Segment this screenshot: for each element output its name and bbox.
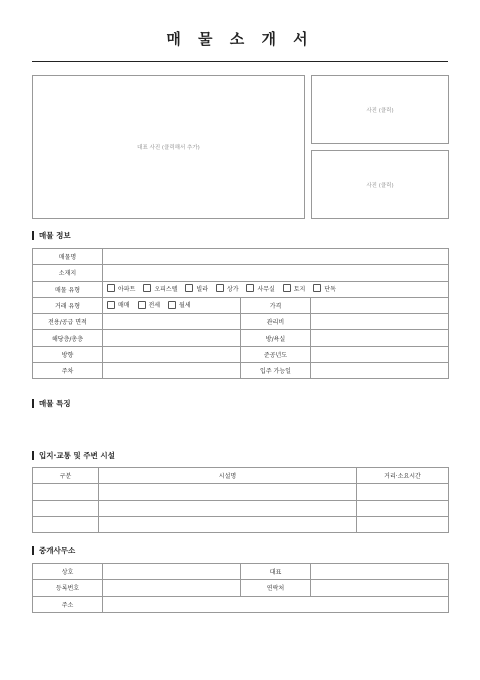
label-deal-type: 거래 유형 [33,297,103,313]
table-row [33,330,449,346]
agency-table [32,563,449,613]
checkbox-icon [246,284,254,292]
property-name-field[interactable] [103,249,449,265]
label-company: 상호 [33,564,103,580]
label-address: 소재지 [33,265,103,281]
checkbox-icon [107,284,115,292]
column-header: 구분 [33,468,99,484]
features-text-area[interactable] [32,412,448,442]
address-field[interactable] [103,265,449,281]
section-marker [32,231,34,240]
side-photo-placeholder-2: 사진 (클릭) [366,182,394,189]
side-photo-placeholder-1: 사진 (클릭) [366,107,394,114]
column-header: 시설명 [99,468,357,484]
checkbox-icon [138,301,146,309]
checkbox-icon [216,284,224,292]
category-cell[interactable] [33,500,99,516]
move-in-field[interactable] [311,363,449,379]
registration-number-field[interactable] [103,580,241,596]
checkbox-icon [143,284,151,292]
section-title: 입지·교통 및 주변 시설 [39,451,115,460]
checkbox-office[interactable] [246,284,274,293]
checkbox-detached[interactable] [313,284,336,293]
checkbox-label: 아파트 [118,285,136,293]
section-marker [32,399,34,408]
checkbox-label: 월세 [179,302,191,310]
document-title: 매 물 소 개 서 [166,30,314,48]
category-cell[interactable] [33,516,99,532]
section-property-info [32,230,71,241]
table-row [33,500,449,516]
checkbox-label: 매매 [118,302,130,310]
table-row [33,363,449,379]
section-marker [32,451,34,460]
checkbox-label: 전세 [148,302,161,310]
section-marker [32,546,34,555]
property-info-table [32,248,449,379]
checkbox-label: 오피스텔 [154,285,178,293]
facility-cell[interactable] [99,516,357,532]
label-area: 전용/공급 면적 [33,314,103,330]
table-row [33,281,449,297]
label-property-name: 매물명 [33,249,103,265]
floor-field[interactable] [103,330,241,346]
checkbox-officetel[interactable] [143,284,177,293]
main-photo-slot[interactable] [32,75,305,219]
checkbox-monthly-rent[interactable] [168,300,191,309]
label-property-type: 매물 유형 [33,281,103,297]
direction-field[interactable] [103,346,241,362]
section-features [32,398,71,409]
section-title: 매물 정보 [39,231,71,240]
contact-field[interactable] [311,580,449,596]
company-field[interactable] [103,564,241,580]
checkbox-label: 상가 [226,285,239,293]
category-cell[interactable] [33,484,99,500]
label-rooms: 방/욕실 [241,330,311,346]
facility-cell[interactable] [99,500,357,516]
location-table [32,467,449,533]
checkbox-icon [107,301,115,309]
checkbox-icon [168,301,176,309]
property-type-options [103,281,449,297]
price-field[interactable] [311,297,449,313]
label-price: 가격 [241,297,311,313]
agency-address-field[interactable] [103,596,449,612]
checkbox-apartment[interactable] [107,284,135,293]
table-row [33,314,449,330]
checkbox-label: 사무실 [257,285,275,293]
checkbox-label: 빌라 [196,285,209,293]
label-move-in: 입주 가능일 [241,363,311,379]
title-divider [32,61,448,62]
checkbox-icon [283,284,291,292]
parking-field[interactable] [103,363,241,379]
checkbox-store[interactable] [216,284,239,293]
table-row [33,580,449,596]
label-parking: 주차 [33,363,103,379]
label-built-year: 준공년도 [241,346,311,362]
built-year-field[interactable] [311,346,449,362]
rooms-field[interactable] [311,330,449,346]
checkbox-sale[interactable] [107,300,130,309]
main-photo-placeholder: 대표 사진 (클릭해서 추가) [137,145,200,151]
label-contact: 연락처 [241,580,311,596]
column-header: 거리·소요시간 [357,468,449,484]
table-row [33,249,449,265]
table-row [33,346,449,362]
distance-cell[interactable] [357,484,449,500]
facility-cell[interactable] [99,484,357,500]
checkbox-villa[interactable] [185,284,208,293]
table-row [33,265,449,281]
maintenance-field[interactable] [311,314,449,330]
checkbox-jeonse[interactable] [138,300,161,309]
section-location [32,450,115,461]
ceo-field[interactable] [311,564,449,580]
label-floor: 해당층/총층 [33,330,103,346]
label-agency-address: 주소 [33,596,103,612]
label-ceo: 대표 [241,564,311,580]
deal-type-options [103,297,241,313]
checkbox-icon [185,284,193,292]
section-title: 중개사무소 [39,546,76,555]
table-header-row [33,468,449,484]
checkbox-label: 토지 [293,285,306,293]
checkbox-icon [313,284,321,292]
label-maintenance: 관리비 [241,314,311,330]
section-agency [32,545,75,556]
distance-cell[interactable] [357,500,449,516]
side-photo-slot-1[interactable] [311,75,449,144]
side-photo-slot-2[interactable] [311,150,449,219]
table-row [33,596,449,612]
label-direction: 방향 [33,346,103,362]
table-row [33,516,449,532]
table-row [33,484,449,500]
area-field[interactable] [103,314,241,330]
section-title: 매물 특징 [39,399,71,408]
label-registration-number: 등록번호 [33,580,103,596]
checkbox-label: 단독 [324,285,336,293]
table-row [33,564,449,580]
distance-cell[interactable] [357,516,449,532]
checkbox-land[interactable] [283,284,306,293]
table-row [33,297,449,313]
